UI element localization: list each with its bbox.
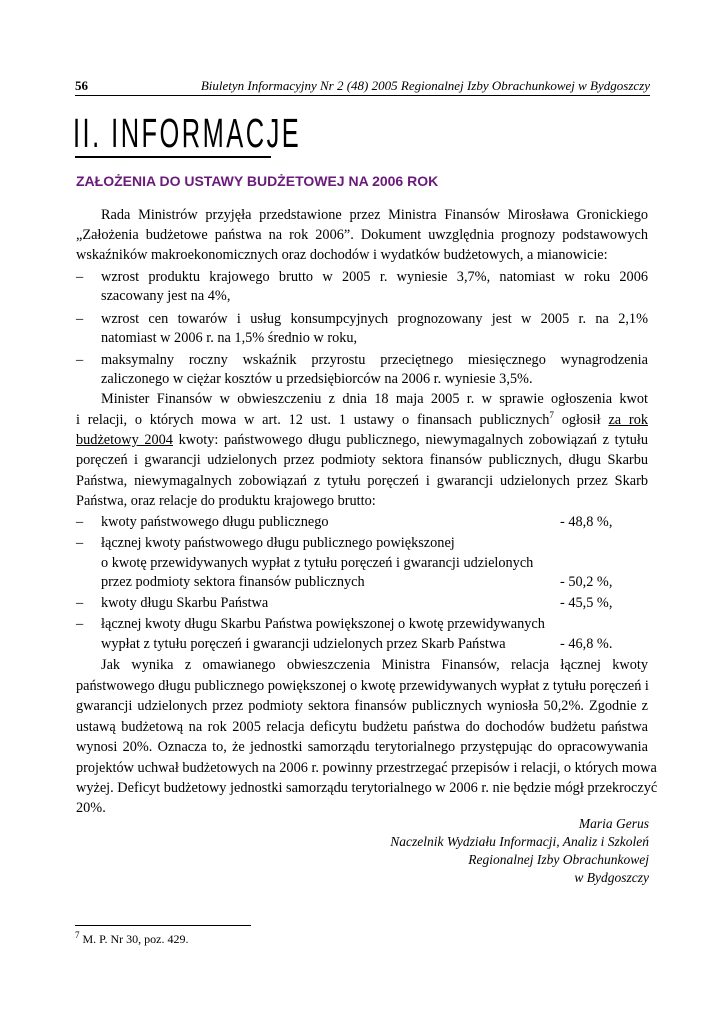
running-header: [75, 78, 650, 96]
signature-name: Maria Gerus: [578, 816, 649, 831]
paragraph-line: ustawą budżetową na rok 2005 relacja deficytu budżetu państwa do dochodów budżetu państwa: [76, 719, 648, 735]
ratio-label: przez podmioty sektora finansów publicznych: [101, 574, 365, 590]
ratio-value: - 46,8 %.: [560, 636, 613, 652]
paragraph-line: wynosi 20%. Oznacza to, że jednostki samorządu terytorialnego przystępując do opracowywania: [76, 739, 648, 755]
list-bullet: –: [76, 535, 84, 551]
underlined-text: budżetowy 2004: [76, 432, 173, 448]
paragraph-line: 20%.: [76, 800, 106, 816]
list-item: wzrost cen towarów i usług konsumpcyjnych prognozowany jest w 2005 r. na 2,1%: [101, 311, 648, 327]
paragraph-line: gwarancji udzielonych przez podmioty sektora finansów publicznych wyniosła 50,2%. Zgodnie z: [76, 698, 648, 714]
signature-org: Regionalnej Izby Obrachunkowej: [468, 852, 649, 867]
ratio-label: kwoty państwowego długu publicznego: [101, 514, 329, 530]
list-bullet: –: [76, 616, 84, 632]
ratio-label: łącznej kwoty państwowego długu publicznego powiększonej: [101, 535, 455, 551]
list-item: szacowany jest na 4%,: [101, 288, 231, 304]
paragraph-line: [76, 430, 648, 450]
paragraph-line: Jak wynika z omawianego obwieszczenia Ministra Finansów, relacja łącznej kwoty: [101, 657, 648, 673]
header-title: Biuletyn Informacyjny Nr 2 (48) 2005 Regionalnej Izby Obrachunkowej w Bydgoszczy: [200, 78, 650, 93]
list-bullet: –: [76, 269, 84, 285]
footnote: [75, 932, 189, 947]
paragraph-line: projektów uchwał budżetowych na 2006 r. powinny przestrzegać przepisów i relacji, o których mowa: [76, 760, 657, 776]
intro-line: wskaźników makroekonomicznych oraz dochodów i wydatków budżetowych, a mianowicie:: [76, 247, 608, 263]
list-bullet: –: [76, 352, 84, 368]
section-heading: II. INFORMACJE: [73, 110, 302, 156]
footnote-separator: [75, 925, 251, 926]
list-item: wzrost produktu krajowego brutto w 2005 r. wyniesie 3,7%, natomiast w roku 2006: [101, 269, 648, 285]
paragraph-line: Minister Finansów w obwieszczeniu z dnia 18 maja 2005 r. w sprawie ogłoszenia kwot: [101, 391, 648, 407]
ratio-label: łącznej kwoty długu Skarbu Państwa powiększonej o kwotę przewidywanych: [101, 616, 545, 632]
signature-city: w Bydgoszczy: [574, 870, 649, 885]
page-number: 56: [75, 78, 88, 93]
ratio-value: - 50,2 %,: [560, 574, 613, 590]
signature-role: Naczelnik Wydziału Informacji, Analiz i Szkoleń: [390, 834, 649, 849]
paragraph-line: Państwa, niewymagalnych zobowiązań z tytułu poręczeń i gwarancji udzielonych przez Skarb: [76, 473, 648, 489]
section-heading-underline: [75, 156, 271, 158]
intro-line: Rada Ministrów przyjęła przedstawione przez Ministra Finansów Mirosława Gronickiego: [101, 207, 648, 223]
text-span: kwoty: państwowego długu publicznego, niewymagalnych zobowiązań z tytułu: [172, 432, 648, 448]
list-bullet: –: [76, 514, 84, 530]
paragraph-line: [76, 410, 648, 430]
list-bullet: –: [76, 595, 84, 611]
article-title: ZAŁOŻENIA DO USTAWY BUDŻETOWEJ NA 2006 ROK: [76, 173, 439, 189]
paragraph-line: poręczeń i gwarancji udzielonych przez podmioty sektora finansów publicznych, długu Skarbu: [76, 452, 648, 468]
list-item: maksymalny roczny wskaźnik przyrostu przeciętnego miesięcznego wynagrodzenia: [101, 352, 648, 368]
footnote-text: M. P. Nr 30, poz. 429.: [79, 932, 189, 946]
text-span: i relacji, o których mowa w art. 12 ust. 1 ustawy o finansach publicznych: [76, 412, 550, 428]
paragraph-line: państwowego długu publicznego powiększonej o kwotę przewidywanych wypłat z tytułu poręczeń i: [76, 678, 649, 694]
ratio-label: wypłat z tytułu poręczeń i gwarancji udzielonych przez Skarb Państwa: [101, 636, 506, 652]
list-bullet: –: [76, 311, 84, 327]
paragraph-line: Państwa, oraz relacje do produktu krajowego brutto:: [76, 493, 376, 509]
list-item: natomiast w 2006 r. na 1,5% średnio w roku,: [101, 330, 358, 346]
ratio-label: o kwotę przewidywanych wypłat z tytułu poręczeń i gwarancji udzielonych: [101, 555, 534, 571]
paragraph-line: wyżej. Deficyt budżetowy jednostki samorządu terytorialnego w 2006 r. nie będzie mógł przekroczyć: [76, 780, 658, 796]
list-item: zaliczonego w ciężar kosztów u przedsiębiorców na 2006 r. wyniesie 3,5%.: [101, 371, 533, 387]
intro-line: „Założenia budżetowe państwa na rok 2006”. Dokument uwzględnia prognozy podstawowych: [76, 227, 648, 243]
ratio-value: - 48,8 %,: [560, 514, 613, 530]
text-span: ogłosił: [553, 412, 609, 428]
footnote-reference: 7: [549, 410, 554, 421]
ratio-label: kwoty długu Skarbu Państwa: [101, 595, 269, 611]
footnote-mark: 7: [75, 930, 80, 940]
underlined-text: za rok: [608, 412, 648, 428]
ratio-value: - 45,5 %,: [560, 595, 613, 611]
